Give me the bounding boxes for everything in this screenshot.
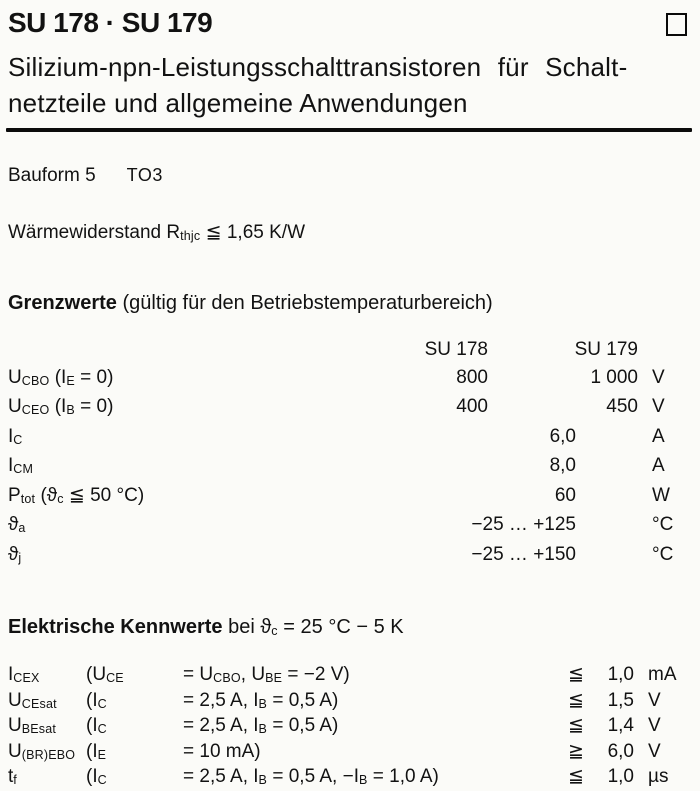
limits-table-row bbox=[8, 393, 690, 423]
text-segment: = 25 °C − 5 K bbox=[277, 616, 404, 638]
subscript-text: C bbox=[97, 696, 107, 711]
text-segment: ≦ 1,65 K/W bbox=[200, 222, 305, 243]
condition-rest bbox=[183, 765, 568, 791]
parameter-symbol bbox=[8, 452, 358, 482]
text-segment: U bbox=[8, 366, 22, 388]
text-segment: U bbox=[8, 740, 22, 762]
condition-rest bbox=[183, 740, 568, 764]
package-line bbox=[8, 163, 690, 188]
text-segment: = 1,0 A) bbox=[367, 766, 439, 788]
subscript-text: CEsat bbox=[21, 696, 57, 711]
text-segment: , U bbox=[240, 664, 266, 685]
subscript-text: B bbox=[258, 773, 268, 788]
text-segment: (I bbox=[49, 366, 67, 388]
limits-heading-rest: (gültig für den Betriebstemperaturbereich) bbox=[116, 292, 493, 314]
text-segment: (I bbox=[86, 766, 98, 788]
limits-table-row bbox=[8, 364, 690, 394]
text-segment: = 0,5 A, −I bbox=[267, 766, 359, 788]
parameter-symbol bbox=[8, 765, 86, 791]
su179-value: 450 bbox=[606, 396, 638, 417]
limits-table bbox=[8, 336, 690, 570]
electrical-table-row bbox=[8, 740, 690, 766]
text-segment: = −2 V) bbox=[282, 664, 350, 685]
limit-value: 1,0 bbox=[607, 766, 634, 788]
limits-table-row bbox=[8, 541, 690, 571]
subscript-text: c bbox=[271, 624, 278, 638]
text-segment: P bbox=[8, 484, 21, 506]
text-segment: = 10 mA) bbox=[183, 740, 261, 762]
subscript-text: C bbox=[13, 432, 23, 447]
subscript-text: E bbox=[66, 373, 75, 388]
subscript-text: B bbox=[258, 696, 268, 711]
subscript-text: C bbox=[97, 722, 107, 737]
su178-value: 800 bbox=[456, 366, 488, 388]
parameter-symbol bbox=[8, 423, 358, 453]
subscript-text: CEX bbox=[13, 671, 40, 685]
condition-open bbox=[86, 663, 183, 689]
text-segment: (I bbox=[86, 689, 98, 711]
unit-label: V bbox=[648, 740, 661, 762]
thermal-resistance-line bbox=[8, 221, 690, 246]
subscript-text: B bbox=[358, 773, 368, 788]
subtitle-line-1: Silizium-npn-Leistungsschalttransistoren für Schalt- bbox=[8, 52, 628, 82]
subscript-text: E bbox=[97, 747, 107, 762]
subscript-text: j bbox=[18, 550, 22, 565]
text-segment: (I bbox=[49, 396, 67, 417]
parameter-symbol bbox=[8, 663, 86, 689]
unit-label: V bbox=[652, 396, 665, 417]
text-segment: ϑ bbox=[8, 514, 19, 535]
text-segment: = 2,5 A, I bbox=[183, 766, 259, 788]
comparison-sign: ≦ bbox=[568, 766, 584, 788]
text-segment: = 0,5 A) bbox=[267, 689, 339, 711]
parameter-symbol bbox=[8, 511, 358, 541]
corner-checkbox-outline bbox=[666, 13, 687, 36]
electrical-table-row bbox=[8, 765, 690, 791]
electrical-table-row bbox=[8, 714, 690, 740]
parameter-symbol bbox=[8, 364, 358, 394]
parameter-symbol bbox=[8, 541, 358, 571]
parameter-symbol bbox=[8, 393, 358, 423]
subscript-text: CE bbox=[106, 671, 124, 685]
electrical-heading-bold: Elektrische Kennwerte bbox=[8, 616, 223, 638]
comparison-sign: ≦ bbox=[568, 715, 584, 737]
limits-table-row bbox=[8, 511, 690, 541]
page-subtitle bbox=[8, 49, 690, 121]
limits-table-row bbox=[8, 423, 690, 453]
subscript-text: (BR)EBO bbox=[21, 747, 76, 762]
comparison-sign: ≦ bbox=[568, 664, 584, 685]
subscript-text: BE bbox=[265, 671, 283, 685]
limit-value: 1,5 bbox=[607, 689, 634, 711]
subtitle-line-2: netzteile und allgemeine Anwendungen bbox=[8, 88, 468, 118]
subscript-text: C bbox=[97, 773, 107, 788]
unit-label: A bbox=[652, 455, 665, 476]
subscript-text: BEsat bbox=[21, 722, 57, 737]
unit-label: V bbox=[652, 366, 665, 388]
unit-label: W bbox=[652, 484, 670, 506]
electrical-table-row bbox=[8, 689, 690, 715]
text-segment: t bbox=[8, 766, 14, 788]
subscript-text: a bbox=[18, 521, 26, 535]
text-segment: Wärmewiderstand R bbox=[8, 222, 181, 243]
unit-label: A bbox=[652, 425, 665, 447]
text-segment: I bbox=[8, 664, 14, 685]
text-segment: (I bbox=[86, 740, 98, 762]
unit-label: °C bbox=[652, 543, 674, 565]
su178-value: 400 bbox=[456, 396, 488, 417]
text-segment: I bbox=[8, 425, 14, 447]
text-segment: = 2,5 A, I bbox=[183, 715, 259, 737]
subscript-text: CBO bbox=[213, 671, 241, 685]
electrical-section-heading bbox=[8, 615, 690, 642]
subscript-text: B bbox=[66, 403, 75, 417]
unit-label: V bbox=[648, 689, 661, 711]
subscript-text: tot bbox=[20, 491, 36, 506]
su179-value: 1 000 bbox=[590, 366, 638, 388]
limit-value: 1,4 bbox=[607, 715, 634, 737]
parameter-symbol bbox=[8, 482, 358, 512]
parameter-symbol bbox=[8, 740, 86, 766]
page-title: SU 178 · SU 179 bbox=[8, 7, 213, 38]
limits-heading-bold: Grenzwerte bbox=[8, 292, 117, 314]
electrical-table-row bbox=[8, 663, 690, 689]
text-segment: U bbox=[8, 689, 22, 711]
subscript-text: thjc bbox=[180, 229, 201, 243]
unit-label: V bbox=[648, 715, 661, 737]
text-segment: U bbox=[8, 715, 22, 737]
text-segment: = 2,5 A, I bbox=[183, 689, 259, 711]
limits-table-row bbox=[8, 452, 690, 482]
package-label: Bauform 5 bbox=[8, 165, 96, 186]
limits-table-row bbox=[8, 482, 690, 512]
text-segment: (I bbox=[86, 715, 98, 737]
limits-column-su178: SU 178 bbox=[424, 339, 488, 360]
shared-value: 8,0 bbox=[549, 455, 576, 476]
text-segment: ≦ 50 °C) bbox=[63, 484, 145, 506]
subscript-text: CBO bbox=[21, 373, 50, 388]
text-segment: = U bbox=[183, 664, 214, 685]
unit-label: °C bbox=[652, 514, 674, 535]
condition-rest bbox=[183, 663, 568, 689]
limits-table-header bbox=[8, 336, 690, 364]
parameter-symbol bbox=[8, 714, 86, 740]
shared-value: −25 … +150 bbox=[471, 543, 576, 565]
comparison-sign: ≦ bbox=[568, 689, 584, 711]
parameter-symbol bbox=[8, 689, 86, 715]
electrical-heading-rest bbox=[223, 616, 404, 638]
text-segment: (U bbox=[86, 664, 107, 685]
condition-open bbox=[86, 714, 183, 740]
comparison-sign: ≧ bbox=[568, 740, 584, 762]
package-value: TO3 bbox=[126, 165, 163, 185]
electrical-table bbox=[8, 663, 690, 791]
unit-label: µs bbox=[648, 766, 669, 788]
condition-rest bbox=[183, 689, 568, 715]
subscript-text: f bbox=[13, 773, 17, 788]
text-segment: = 0) bbox=[74, 396, 114, 417]
text-segment: ϑ bbox=[8, 543, 19, 565]
text-segment: (ϑ bbox=[35, 484, 58, 506]
horizontal-rule bbox=[6, 128, 692, 132]
unit-label: mA bbox=[648, 664, 677, 685]
condition-open bbox=[86, 765, 183, 791]
shared-value: 6,0 bbox=[549, 425, 576, 447]
subscript-text: c bbox=[57, 491, 64, 506]
condition-open bbox=[86, 740, 183, 766]
text-segment: = 0,5 A) bbox=[267, 715, 339, 737]
subscript-text: B bbox=[258, 722, 268, 737]
text-segment: = 0) bbox=[74, 366, 114, 388]
limits-section-heading bbox=[8, 291, 690, 316]
subscript-text: CM bbox=[13, 462, 34, 476]
text-segment: U bbox=[8, 396, 22, 417]
condition-rest bbox=[183, 714, 568, 740]
limit-value: 6,0 bbox=[607, 740, 634, 762]
shared-value: 60 bbox=[554, 484, 576, 506]
text-segment: I bbox=[8, 455, 14, 476]
limit-value: 1,0 bbox=[607, 664, 634, 685]
text-segment: bei ϑ bbox=[222, 616, 272, 638]
shared-value: −25 … +125 bbox=[471, 514, 576, 535]
condition-open bbox=[86, 689, 183, 715]
subscript-text: CEO bbox=[21, 403, 50, 417]
limits-column-su179: SU 179 bbox=[574, 339, 638, 360]
